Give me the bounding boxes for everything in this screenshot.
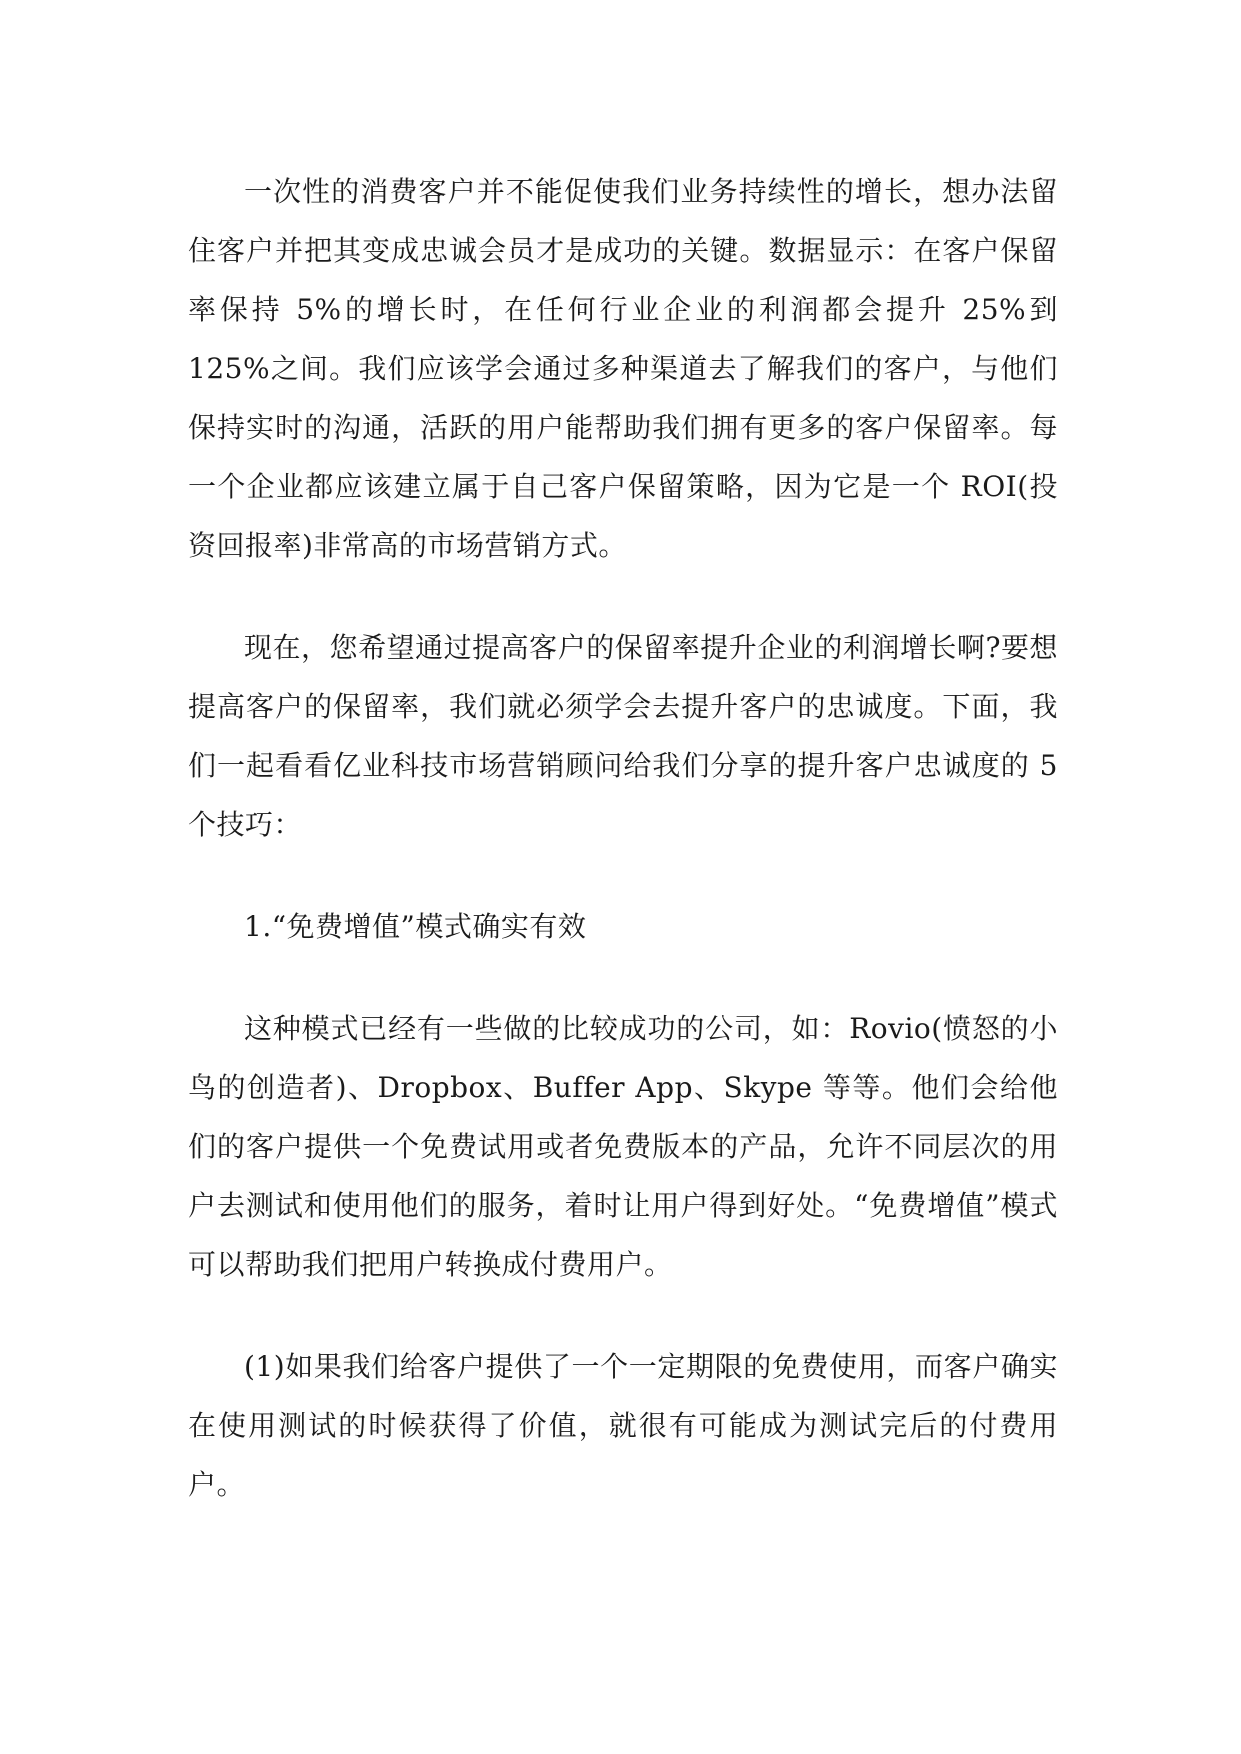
paragraph-freemium-examples: 这种模式已经有一些做的比较成功的公司，如：Rovio(愤怒的小鸟的创造者)、Dropbox、Buffer App、Skype 等等。他们会给他们的客户提供一个免费试用或者免费版本的产品，允许不同层次的用户去测试和使用他们的服务，着时让用户得到好处。“免费增值”模式可以帮助我们把用户转换成付费用户。	[188, 1012, 1058, 1281]
paragraph-free-trial-point: (1)如果我们给客户提供了一个一定期限的免费使用，而客户确实在使用测试的时候获得了价值，就很有可能成为测试完后的付费用户。	[188, 1350, 1058, 1501]
paragraph-intro: 一次性的消费客户并不能促使我们业务持续性的增长，想办法留住客户并把其变成忠诚会员才是成功的关键。数据显示：在客户保留率保持 5%的增长时，在任何行业企业的利润都会提升 25%到 125%之间。我们应该学会通过多种渠道去了解我们的客户，与他们保持实时的沟通，活跃的用户能帮助我们拥有更多的客户保留率。每一个企业都应该建立属于自己客户保留策略，因为它是一个 ROI(投资回报率)非常高的市场营销方式。	[188, 175, 1058, 562]
section-heading-freemium: 1.“免费增值”模式确实有效	[244, 910, 587, 943]
document-body	[188, 162, 1058, 1514]
paragraph-loyalty-tips-intro: 现在，您希望通过提高客户的保留率提升企业的利润增长啊?要想提高客户的保留率，我们就必须学会去提升客户的忠诚度。下面，我们一起看看亿业科技市场营销顾问给我们分享的提升客户忠诚度的 5 个技巧：	[188, 631, 1058, 841]
